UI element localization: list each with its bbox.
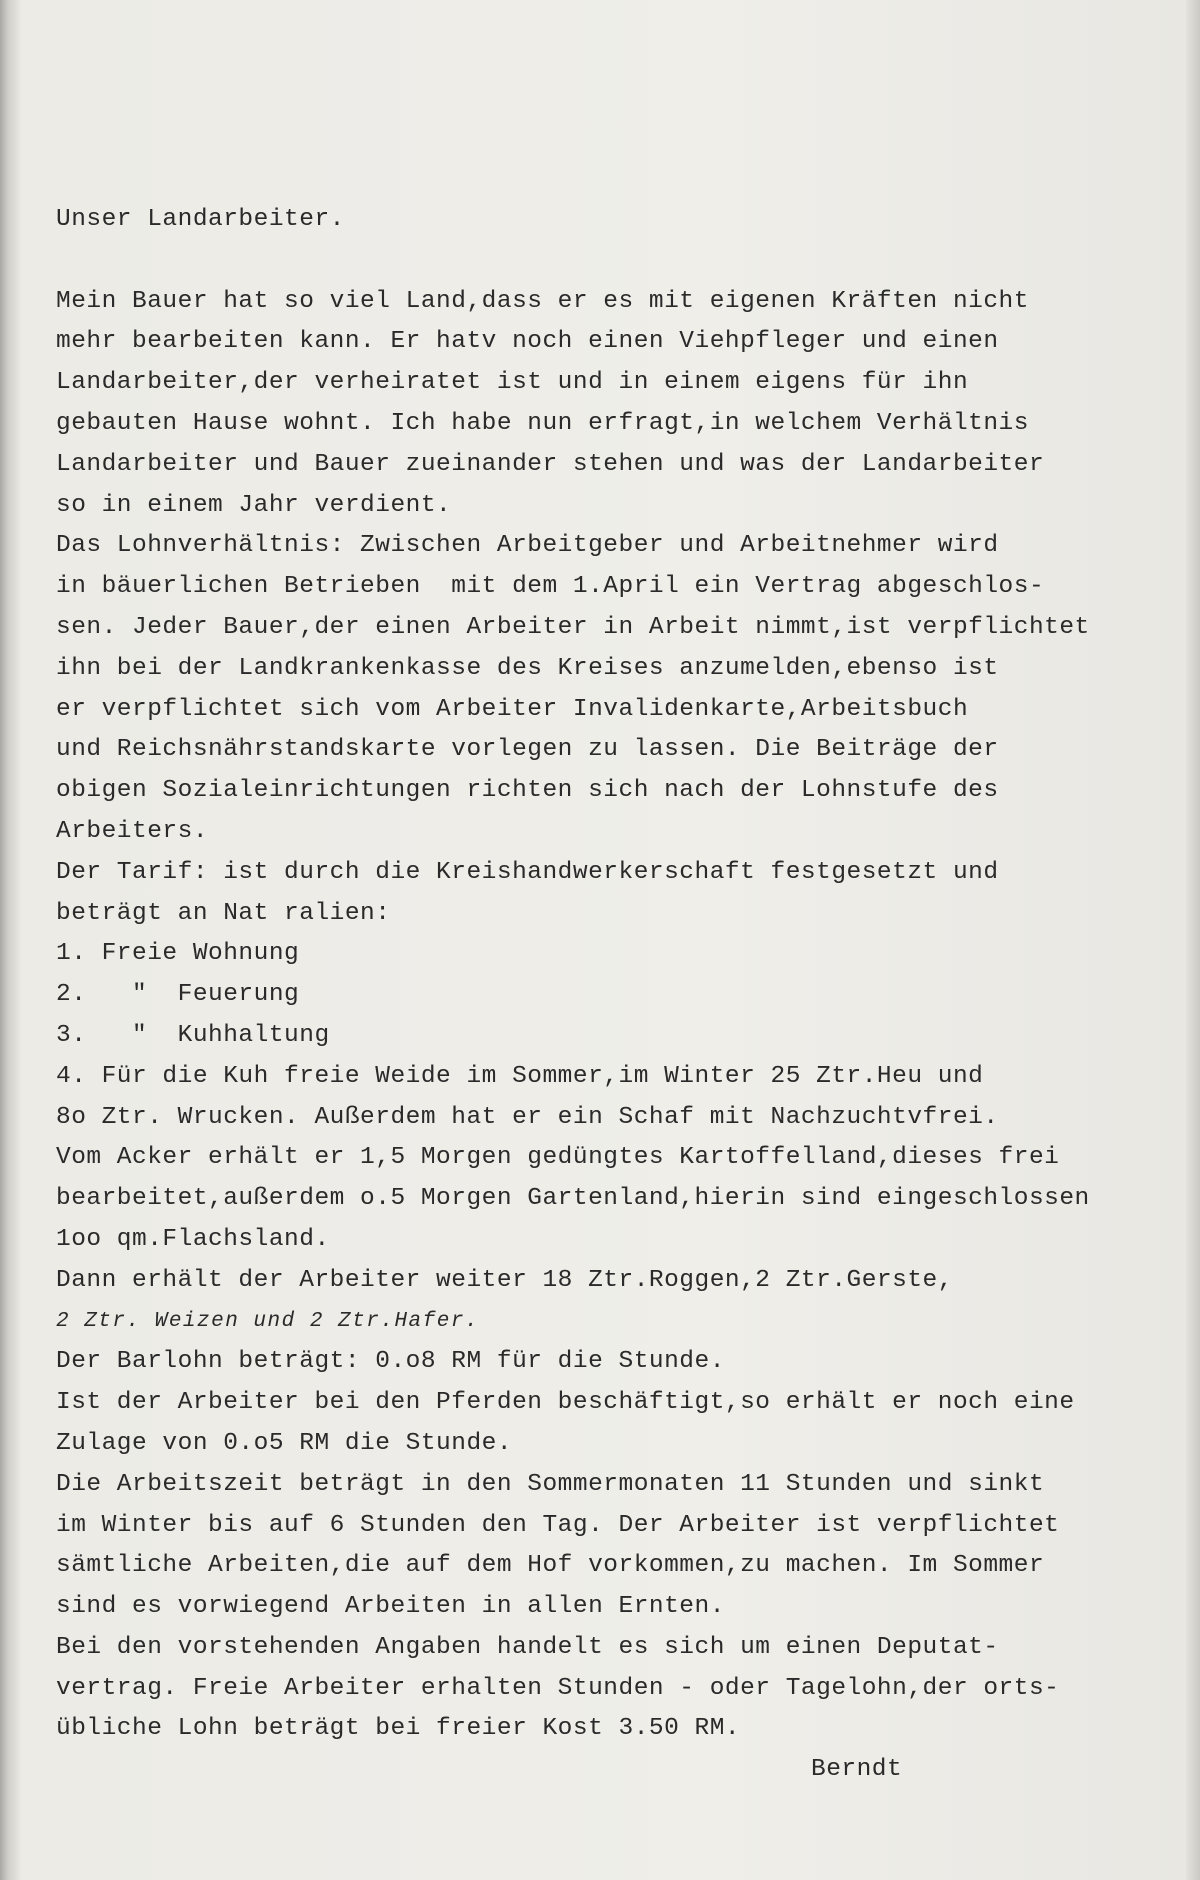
text-line: Vom Acker erhält er 1,5 Morgen gedüngtes Kartoffelland,dieses frei [56, 1144, 1060, 1172]
list-item-2: 2. " Feuerung [56, 981, 300, 1009]
text-line: Das Lohnverhältnis: Zwischen Arbeitgeber und Arbeitnehmer wird [56, 532, 999, 560]
signature: Berndt [811, 1756, 903, 1784]
text-line: Ist der Arbeiter bei den Pferden beschäftigt,so erhält er noch eine [56, 1389, 1075, 1417]
text-line: 8o Ztr. Wrucken. Außerdem hat er ein Schaf mit Nachzuchtvfrei. [56, 1103, 999, 1131]
text-line: er verpflichtet sich vom Arbeiter Invalidenkarte,Arbeitsbuch [56, 695, 969, 723]
text-line: 1oo qm.Flachsland. [56, 1225, 330, 1253]
text-line: obigen Sozialeinrichtungen richten sich nach der Lohnstufe des [56, 777, 999, 805]
list-item-3: 3. " Kuhhaltung [56, 1021, 330, 1049]
italic-text-line: 2 Ztr. Weizen und 2 Ztr.Hafer. [56, 1309, 480, 1333]
text-line: bearbeitet,außerdem o.5 Morgen Gartenland,hierin sind eingeschlossen [56, 1185, 1090, 1213]
text-line: und Reichsnährstandskarte vorlegen zu lassen. Die Beiträge der [56, 736, 999, 764]
page-edge [1186, 0, 1200, 1880]
text-line: Zulage von 0.o5 RM die Stunde. [56, 1429, 513, 1457]
document-body [56, 200, 1186, 1791]
text-line: sen. Jeder Bauer,der einen Arbeiter in Arbeit nimmt,ist verpflichtet [56, 613, 1090, 641]
text-line: ihn bei der Landkrankenkasse des Kreises anzumelden,ebenso ist [56, 654, 999, 682]
blank-line [56, 241, 1186, 282]
text-line: gebauten Hause wohnt. Ich habe nun erfragt,in welchem Verhältnis [56, 409, 1029, 437]
text-line: Dann erhält der Arbeiter weiter 18 Ztr.Roggen,2 Ztr.Gerste, [56, 1266, 953, 1294]
text-line: Arbeiters. [56, 817, 209, 845]
text-line: Landarbeiter,der verheiratet ist und in einem eigens für ihn [56, 369, 969, 397]
text-line: Bei den vorstehenden Angaben handelt es sich um einen Deputat- [56, 1633, 999, 1661]
text-line: vertrag. Freie Arbeiter erhalten Stunden - oder Tagelohn,der orts- [56, 1674, 1060, 1702]
text-line: Mein Bauer hat so viel Land,dass er es mit eigenen Kräften nicht [56, 287, 1029, 315]
text-line: Der Barlohn beträgt: 0.o8 RM für die Stunde. [56, 1348, 725, 1376]
document-title: Unser Landarbeiter. [56, 206, 345, 233]
text-line: sämtliche Arbeiten,die auf dem Hof vorkommen,zu machen. Im Sommer [56, 1552, 1045, 1580]
text-line: übliche Lohn beträgt bei freier Kost 3.50 RM. [56, 1715, 741, 1743]
text-line: mehr bearbeiten kann. Er hatv noch einen Viehpfleger und einen [56, 328, 999, 356]
text-line: Die Arbeitszeit beträgt in den Sommermonaten 11 Stunden und sinkt [56, 1470, 1045, 1498]
text-line: Landarbeiter und Bauer zueinander stehen und was der Landarbeiter [56, 450, 1045, 478]
text-line: Der Tarif: ist durch die Kreishandwerkerschaft festgesetzt und [56, 858, 999, 886]
text-line: beträgt an Nat ralien: [56, 899, 391, 927]
list-item-4: 4. Für die Kuh freie Weide im Sommer,im Winter 25 Ztr.Heu und [56, 1062, 984, 1090]
text-line: so in einem Jahr verdient. [56, 491, 452, 519]
list-item-1: 1. Freie Wohnung [56, 940, 300, 968]
text-line: sind es vorwiegend Arbeiten in allen Ernten. [56, 1593, 725, 1621]
text-line: im Winter bis auf 6 Stunden den Tag. Der Arbeiter ist verpflichtet [56, 1511, 1060, 1539]
text-line: in bäuerlichen Betrieben mit dem 1.April ein Vertrag abgeschlos- [56, 573, 1045, 601]
